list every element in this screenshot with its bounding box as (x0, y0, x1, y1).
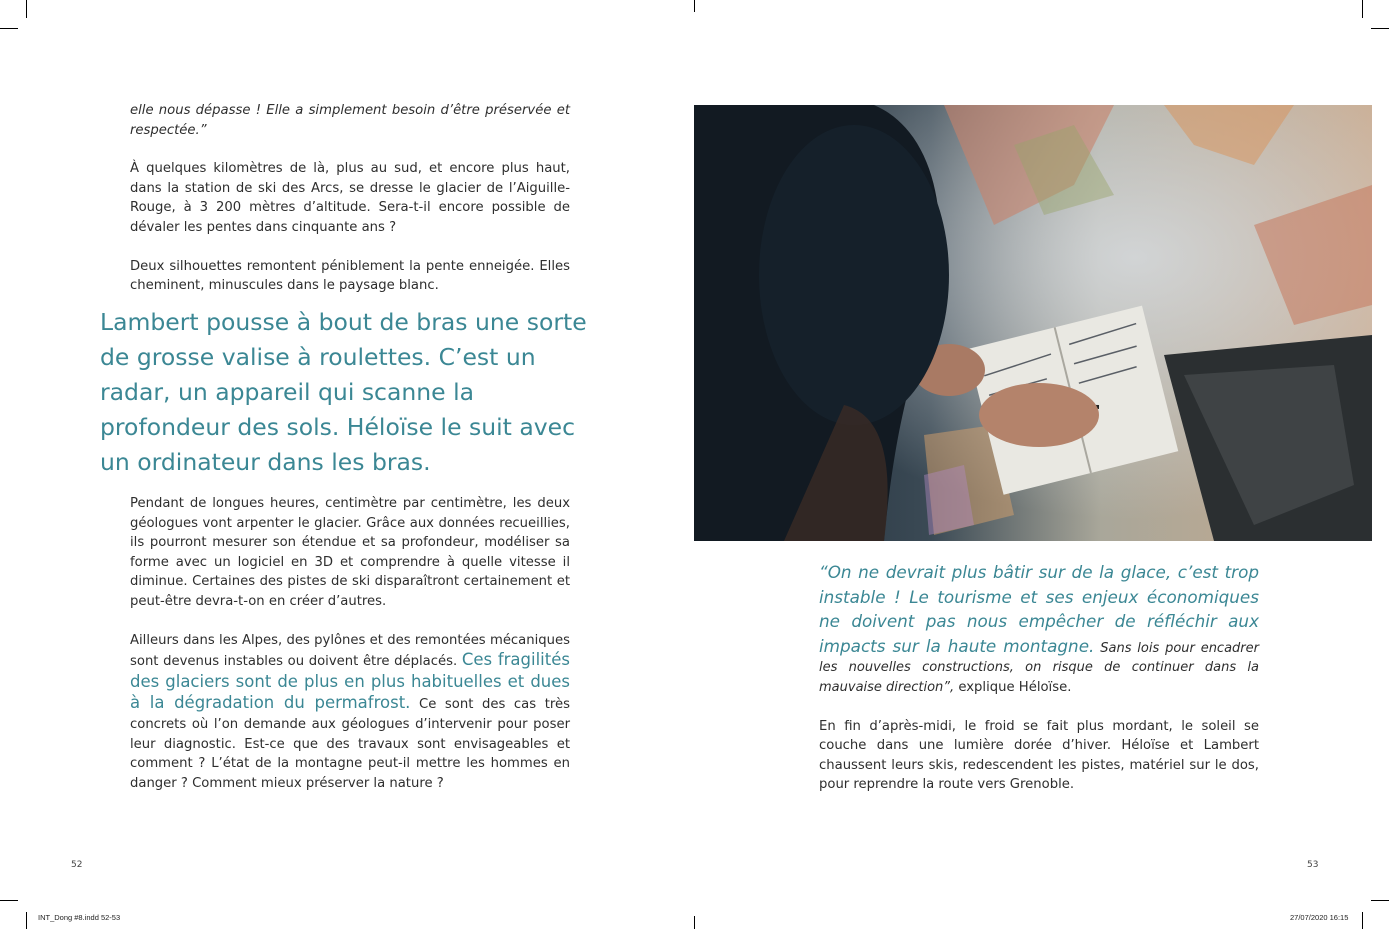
right-quote-block (819, 560, 1259, 795)
crop-mark (1362, 912, 1363, 929)
quote-small-text: Sans lois pour encadrer les nouvelles constructions, on risque de continuer dans la mauvaise direction”, (819, 640, 1259, 695)
paragraph-quote-end: elle nous dépasse ! Elle a simplement besoin d’être préservée et respectée.” (130, 103, 570, 138)
crop-mark (1371, 900, 1389, 901)
crop-mark (0, 900, 18, 901)
quote-attribution: explique Héloïse. (958, 679, 1072, 695)
quote-teal-text: “On ne devrait plus bâtir sur de la glace, c’est trop instable ! Le tourisme et ses enjeux économiques ne doivent pas nous empêcher de réfléchir aux impacts sur la haute montagne. (819, 562, 1259, 656)
photo-geologist-map (694, 105, 1372, 541)
crop-mark (1371, 28, 1389, 29)
photo-illustration (694, 105, 1372, 541)
crop-mark (26, 912, 27, 929)
paragraph-grenoble: En fin d’après-midi, le froid se fait plus mordant, le soleil se couche dans une lumière dorée d’hiver. Héloïse et Lambert chaussent leurs skis, redescendent les pistes, matériel sur le dos, pour reprendre la route vers Grenoble. (819, 718, 1259, 793)
paragraph-alpes-end: Ce sont des cas très concrets où l’on demande aux géologues d’intervenir pour poser leur diagnostic. Est-ce que des travaux sont envisageables et comment ? L’état de la montagne peut-il mettre les hommes en danger ? Comment mieux préserver la nature ? (130, 697, 570, 791)
crop-mark (26, 0, 27, 18)
paragraph-alpes-start: Ailleurs dans les Alpes, des pylônes et des remontées mécaniques sont devenus instables ou doivent être déplacés. (130, 632, 570, 670)
crop-mark (1362, 0, 1363, 18)
slug-date: 27/07/2020 16:15 (1290, 913, 1349, 922)
page-number-right: 53 (1307, 860, 1319, 870)
slug-filename: INT_Dong #8.indd 52-53 (38, 913, 121, 922)
highlight-permafrost: Ces fragilités des glaciers sont de plus en plus habituelles et dues à la dégradation du permafrost. (130, 650, 570, 713)
paragraph-silhouettes: Deux silhouettes remontent péniblement la pente enneigée. Elles cheminent, minuscules dans le paysage blanc. (130, 258, 570, 294)
page-number-left: 52 (71, 860, 83, 870)
quote-heloise (819, 560, 1259, 698)
paragraph-alpes (130, 631, 570, 794)
pull-quote: Lambert pousse à bout de bras une sorte de grosse valise à roulettes. C’est un radar, un appareil qui scanne la profondeur des sols. Héloïse le suit avec un ordinateur dans les bras. (100, 308, 587, 476)
crop-mark (694, 0, 695, 12)
crop-mark (694, 916, 695, 929)
paragraph-geologues: Pendant de longues heures, centimètre par centimètre, les deux géologues vont arpenter le glacier. Grâce aux données recueillies, ils pourront mesurer son étendue et sa profondeur, modéliser sa forme avec un logiciel en 3D et comprendre à quelle vitesse il diminue. Certaines des pistes de ski disparaîtront certainement et peut-être devra-t-on en créer d’autres. (130, 496, 570, 609)
crop-mark (0, 28, 18, 29)
left-text-block-top (130, 101, 570, 296)
paragraph-aiguille-rouge: À quelques kilomètres de là, plus au sud, et encore plus haut, dans la station de ski des Arcs, se dresse le glacier de l’Aiguille-Rouge, à 3 200 mètres d’altitude. Sera-t-il encore possible de dévaler les pentes dans cinquante ans ? (130, 161, 570, 235)
left-text-block-bottom (130, 494, 570, 793)
